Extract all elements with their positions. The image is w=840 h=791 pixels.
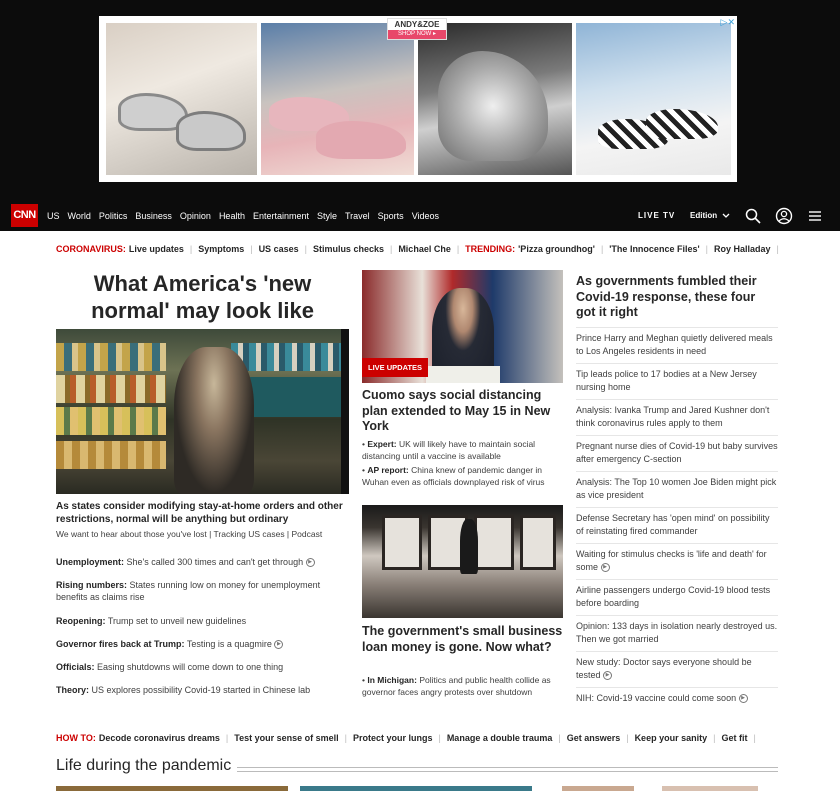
section-title[interactable]: Life during the pandemic: [56, 757, 232, 774]
lead-item-label: Rising numbers:: [56, 580, 128, 590]
nav-link-world[interactable]: World: [67, 210, 91, 221]
right-list-item[interactable]: [576, 615, 778, 646]
divider: |: [600, 244, 604, 254]
howto-link[interactable]: Decode coronavirus dreams: [98, 733, 220, 743]
right-list-item[interactable]: [576, 507, 778, 538]
live-updates-badge[interactable]: LIVE UPDATES: [362, 358, 428, 377]
divider: |: [250, 244, 253, 254]
right-list-item[interactable]: [576, 687, 778, 705]
nav-link-politics[interactable]: Politics: [98, 210, 128, 221]
section-thumbnail[interactable]: [300, 786, 532, 791]
nav-link-health[interactable]: Health: [218, 210, 245, 221]
play-icon: ▶: [601, 563, 610, 572]
divider: |: [225, 733, 229, 743]
right-item-text: Tip leads police to 17 bodies at a New Jersey nursing home: [576, 369, 757, 392]
right-list-item[interactable]: [576, 543, 778, 574]
right-list-item[interactable]: [576, 651, 778, 682]
lead-item[interactable]: [56, 556, 349, 568]
right-list-item[interactable]: [576, 435, 778, 466]
link-stimulus-checks[interactable]: Stimulus checks: [312, 244, 384, 254]
live-tv-link[interactable]: LIVE TV: [638, 211, 676, 220]
section-rule: [237, 767, 778, 772]
right-list-item[interactable]: [576, 327, 778, 358]
nav-link-sports[interactable]: Sports: [377, 210, 404, 221]
menu-icon[interactable]: [806, 207, 824, 225]
masked-person-image: [174, 347, 254, 494]
nav-link-videos[interactable]: Videos: [411, 210, 440, 221]
howto-link[interactable]: Protect your lungs: [352, 733, 433, 743]
lead-item[interactable]: [56, 579, 349, 603]
lead-column: [56, 270, 349, 695]
ad-shop-now[interactable]: SHOP NOW ▸: [388, 30, 446, 39]
right-list-item[interactable]: [576, 399, 778, 430]
right-item-text: Opinion: 133 days in isolation nearly destroyed us. Then we got married: [576, 621, 778, 644]
divider: |: [753, 733, 756, 743]
howto-link[interactable]: Get answers: [566, 733, 621, 743]
right-item-text: Prince Harry and Meghan quietly delivered meals to Los Angeles residents in need: [576, 333, 773, 356]
right-item-text: Defense Secretary has 'open mind' on possibility of reinstating fired commander: [576, 513, 770, 536]
howto-bar: [56, 731, 796, 745]
howto-link[interactable]: Get fit: [721, 733, 748, 743]
bullet-label: Expert:: [367, 439, 397, 449]
ad-image-sneaker-glitter[interactable]: [418, 23, 572, 175]
ad-banner-area: [0, 0, 840, 200]
bullet-label: In Michigan:: [367, 675, 417, 685]
divider: |: [189, 244, 193, 254]
middle-bullet[interactable]: • In Michigan: Politics and public health collide as governor faces angry protests over shutdown: [362, 675, 551, 697]
howto-link[interactable]: Keep your sanity: [634, 733, 708, 743]
section-thumbnail[interactable]: [562, 786, 634, 791]
bullet-text: UK will likely have to maintain social distancing until a vaccine is available: [362, 439, 536, 461]
cuomo-image[interactable]: [362, 270, 563, 383]
ad-brand-text: ANDY&ZOE: [394, 20, 440, 29]
divider: |: [776, 244, 779, 254]
lead-item-text: US explores possibility Covid-19 started in Chinese lab: [91, 685, 311, 695]
lead-item-label: Governor fires back at Trump:: [56, 639, 185, 649]
link-live-updates[interactable]: Live updates: [128, 244, 184, 254]
right-item-text: Analysis: The Top 10 women Joe Biden might pick as vice president: [576, 477, 777, 500]
nav-link-style[interactable]: Style: [316, 210, 337, 221]
middle-headline-2[interactable]: The government's small business loan money is gone. Now what?: [362, 624, 563, 654]
lead-caption[interactable]: As states consider modifying stay-at-home orders and other restrictions, normal will be anything but ordinary: [56, 501, 343, 525]
lead-item-label: Unemployment:: [56, 557, 125, 567]
divider: |: [304, 244, 307, 254]
right-item-text: NIH: Covid-19 vaccine could come soon: [576, 693, 737, 703]
middle-bullet[interactable]: • AP report: China knew of pandemic danger in Wuhan even as officials downplayed risk of virus: [362, 465, 545, 487]
top-navigation: [0, 200, 840, 231]
nav-link-us[interactable]: US: [47, 210, 60, 221]
divider: |: [456, 244, 460, 254]
lead-item-label: Theory:: [56, 685, 90, 695]
window: [520, 515, 556, 570]
middle-headline-1[interactable]: Cuomo says social distancing plan extended to May 15 in New York: [362, 388, 551, 433]
lead-item[interactable]: [56, 615, 349, 627]
image-credit-strip: [341, 329, 349, 494]
podium: [426, 366, 500, 383]
ad-choices-icon[interactable]: ▷✕: [720, 17, 735, 27]
howto-link[interactable]: Manage a double trauma: [446, 733, 553, 743]
link-us-cases[interactable]: US cases: [258, 244, 299, 254]
right-item-text: Airline passengers undergo Covid-19 blood tests before boarding: [576, 585, 771, 608]
right-item-text: Analysis: Ivanka Trump and Jared Kushner don't think coronavirus rules apply to them: [576, 405, 770, 428]
play-icon: ▶: [274, 640, 283, 649]
howto-label: HOW TO:: [56, 733, 96, 743]
right-list-item[interactable]: [576, 363, 778, 394]
lead-item-text: Easing shutdowns will come down to one thing: [97, 662, 284, 672]
lead-item-label: Reopening:: [56, 616, 106, 626]
right-item-text: New study: Doctor says everyone should be tested: [576, 657, 752, 680]
lead-item-text: Trump set to unveil new guidelines: [107, 616, 247, 626]
play-icon: ▶: [603, 671, 612, 680]
play-icon: ▶: [306, 558, 315, 567]
chevron-down-icon: [722, 213, 730, 219]
right-list-item[interactable]: [576, 471, 778, 502]
bullet-label: AP report:: [367, 465, 409, 475]
play-icon: ▶: [739, 694, 748, 703]
divider: |: [558, 733, 561, 743]
account-icon[interactable]: [775, 207, 793, 225]
ad-image-sneaker-checkered[interactable]: [576, 23, 731, 175]
trending-label: TRENDING:: [465, 244, 516, 254]
right-item-text: Waiting for stimulus checks is 'life and death' for some: [576, 549, 767, 572]
howto-link[interactable]: Test your sense of smell: [234, 733, 339, 743]
ad-image-sneaker-grey[interactable]: [106, 23, 257, 175]
divider: |: [389, 244, 393, 254]
right-list-item[interactable]: [576, 579, 778, 610]
lead-item[interactable]: [56, 638, 349, 650]
advertisement[interactable]: [99, 16, 737, 182]
nav-link-travel[interactable]: Travel: [345, 210, 370, 221]
divider: |: [713, 733, 716, 743]
search-icon[interactable]: [744, 207, 762, 225]
divider: |: [626, 733, 629, 743]
nav-links: [47, 200, 447, 231]
lead-headline[interactable]: What America's 'new normal' may look like: [91, 271, 314, 323]
small-business-image[interactable]: [362, 505, 563, 618]
nav-link-entertainment[interactable]: Entertainment: [252, 210, 309, 221]
divider: |: [438, 733, 441, 743]
link-symptoms[interactable]: Symptoms: [198, 244, 245, 254]
person-figure: [460, 519, 478, 574]
nav-link-opinion[interactable]: Opinion: [179, 210, 211, 221]
lead-subline[interactable]: We want to hear about those you've lost | Tracking US cases | Podcast: [56, 529, 323, 539]
nav-link-business[interactable]: Business: [135, 210, 172, 221]
ad-brand-logo[interactable]: [387, 18, 447, 40]
divider: |: [344, 733, 347, 743]
divider: |: [705, 244, 708, 254]
edition-selector[interactable]: [690, 211, 730, 220]
section-thumbnail[interactable]: [662, 786, 758, 791]
ad-image-sneaker-pink[interactable]: [261, 23, 414, 175]
edition-label: Edition: [690, 211, 718, 220]
window: [382, 515, 422, 570]
cnn-logo[interactable]: CNN: [11, 204, 38, 227]
link-pizza-groundhog[interactable]: 'Pizza groundhog': [518, 244, 595, 254]
section-thumbnail[interactable]: [56, 786, 288, 791]
right-headline[interactable]: As governments fumbled their Covid-19 response, these four got it right: [576, 274, 757, 319]
lead-item-label: Officials:: [56, 662, 95, 672]
middle-bullet[interactable]: • Expert: UK will likely have to maintain social distancing until a vaccine is available: [362, 439, 536, 461]
coronavirus-label: CORONAVIRUS:: [56, 244, 126, 254]
right-column: [576, 274, 778, 703]
lead-item-text: She's called 300 times and can't get through: [126, 557, 304, 567]
link-roy-halladay[interactable]: Roy Halladay: [713, 244, 771, 254]
lead-item[interactable]: [56, 684, 349, 696]
bullet-text: China knew of pandemic danger in Wuhan even as officials downplayed risk of virus: [362, 465, 545, 487]
right-item-text: Pregnant nurse dies of Covid-19 but baby survives after emergency C-section: [576, 441, 778, 464]
lead-item[interactable]: [56, 661, 349, 673]
link-innocence-files[interactable]: 'The Innocence Files': [609, 244, 700, 254]
lead-item-text: Testing is a quagmire: [186, 639, 272, 649]
window: [474, 515, 514, 570]
bullet-text: Politics and public health collide as governor faces angry protests over shutdown: [362, 675, 551, 697]
lead-item-text: States running low on money for unemployment benefits as claims rise: [56, 580, 321, 602]
lead-hero-image[interactable]: [56, 329, 349, 494]
trending-bar: [56, 242, 796, 256]
link-michael-che[interactable]: Michael Che: [398, 244, 451, 254]
